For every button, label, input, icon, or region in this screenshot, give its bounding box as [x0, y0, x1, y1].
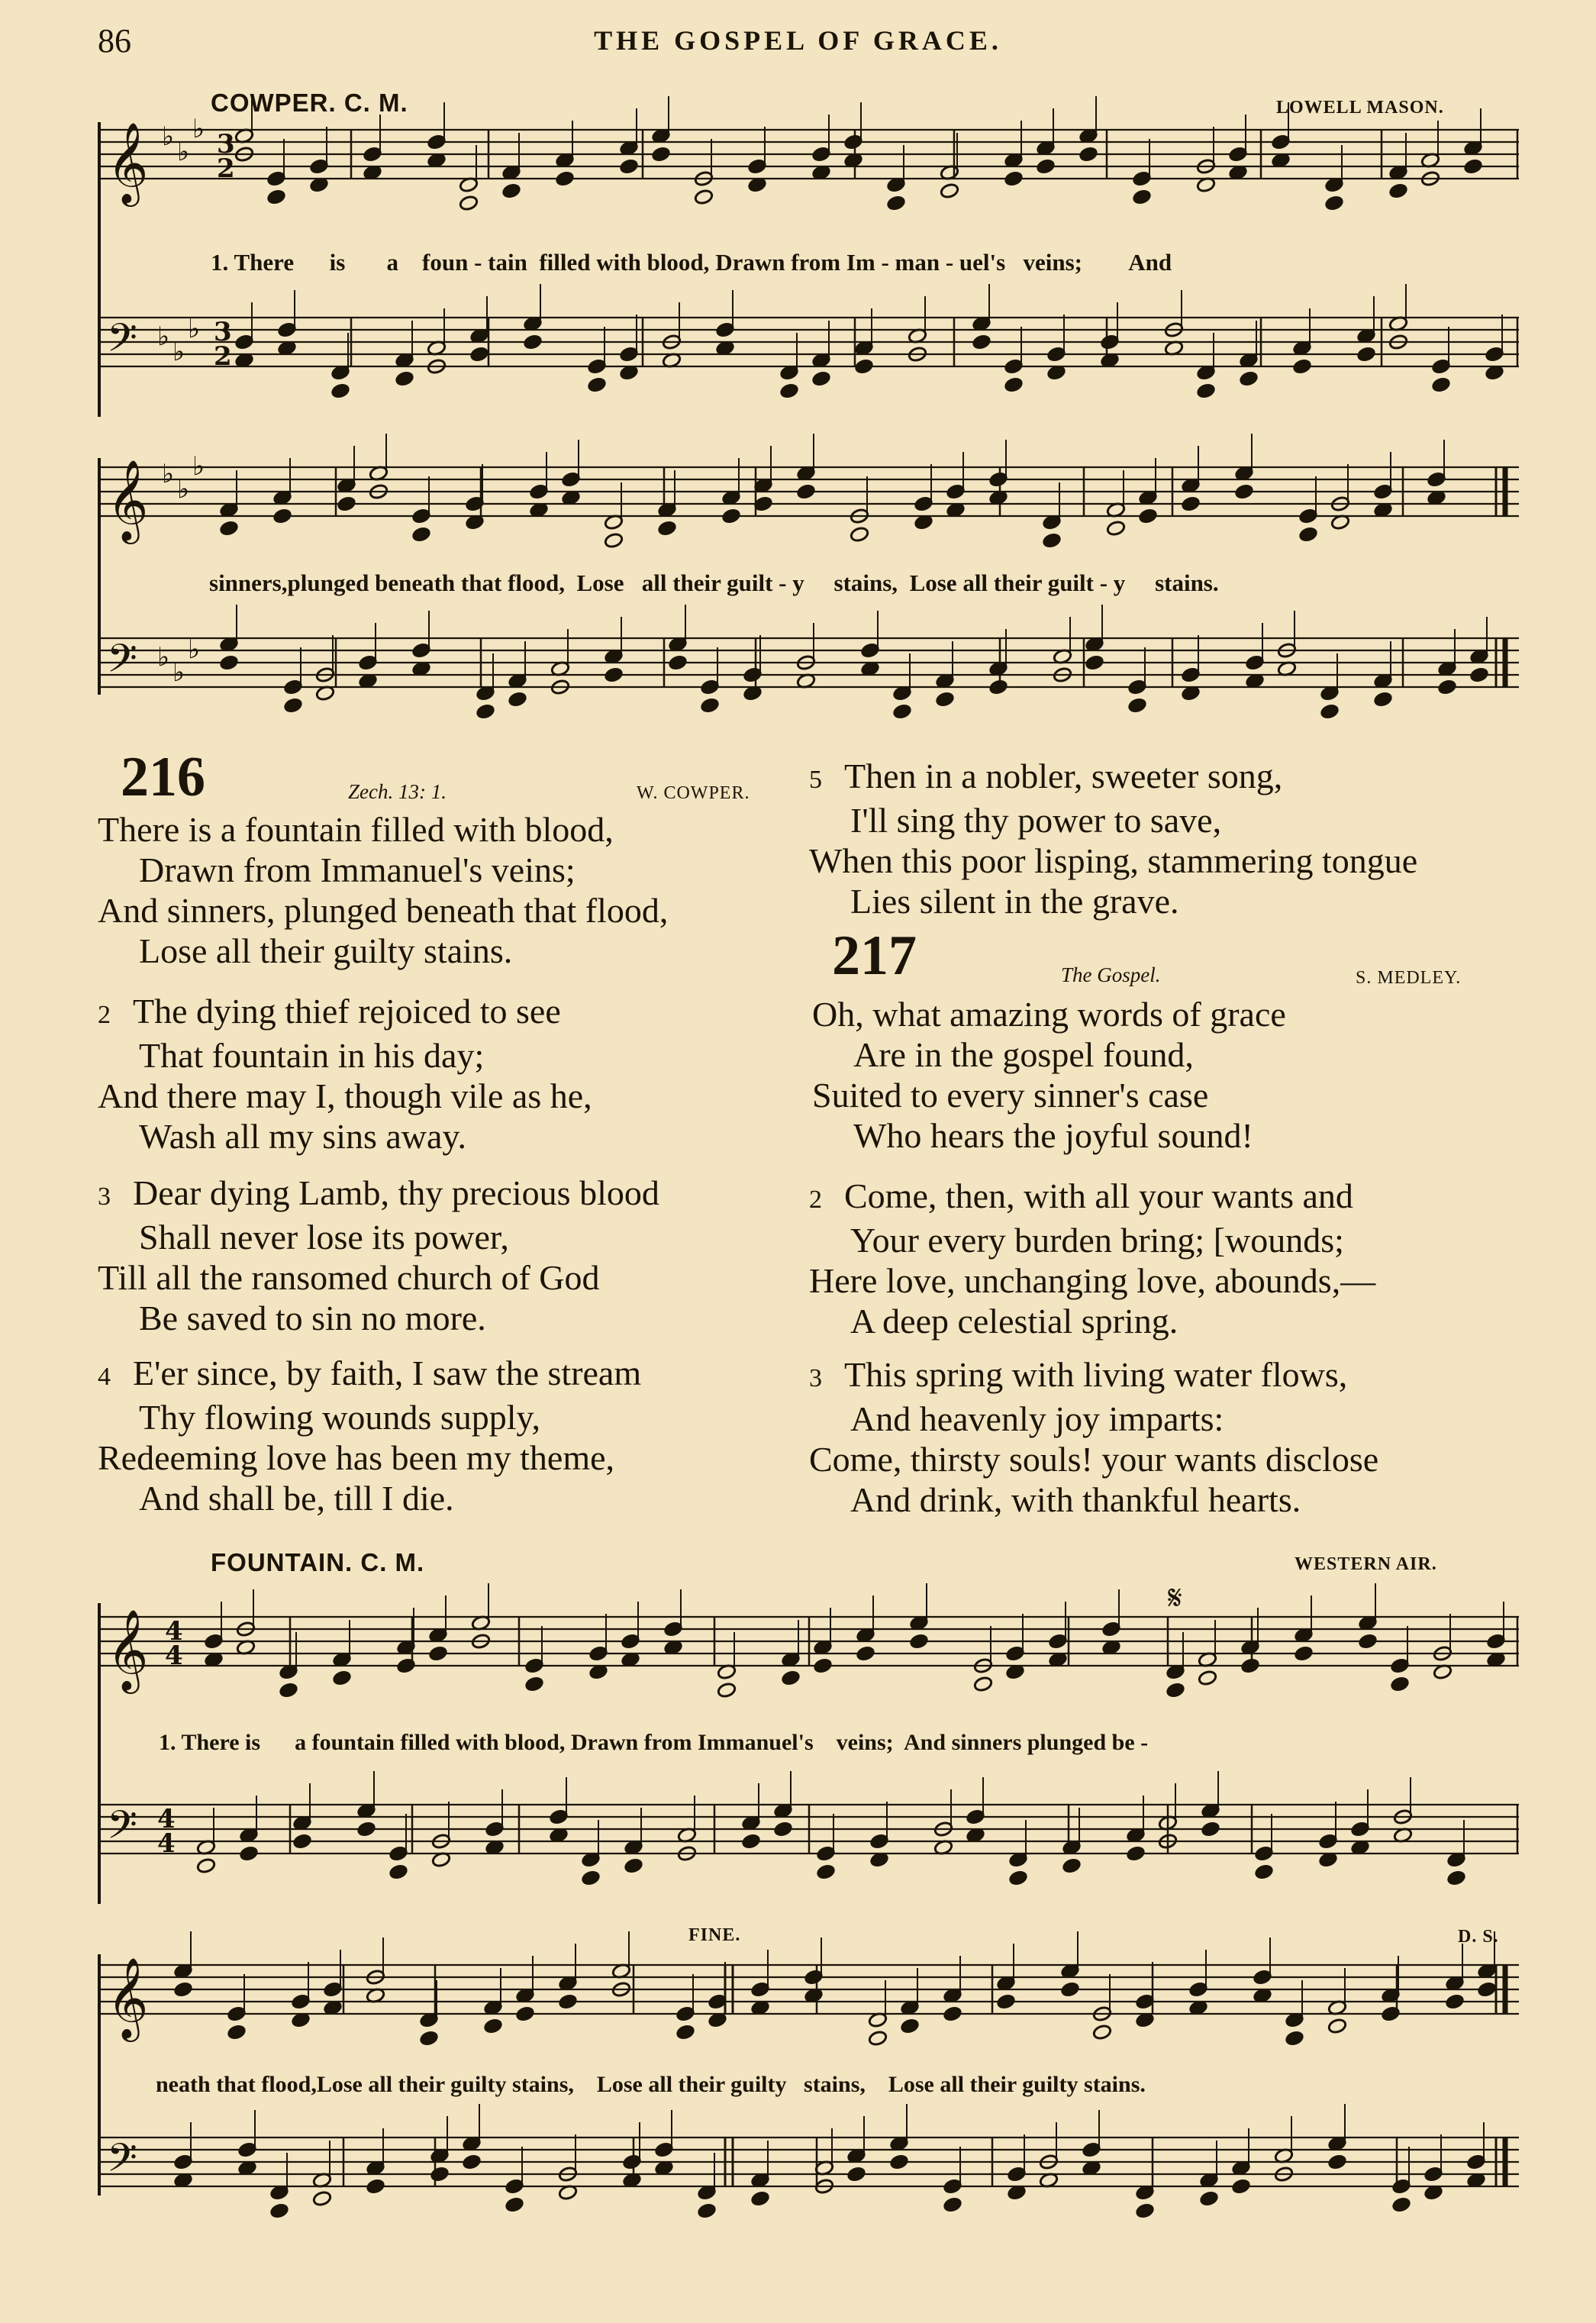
- note-head: [668, 654, 688, 671]
- note-head: [973, 1676, 993, 1692]
- note-head: [1327, 2018, 1347, 2034]
- treble-clef-icon: 𝄞: [107, 121, 149, 203]
- svg-text:4: 4: [157, 1804, 176, 1834]
- note-head: [269, 2202, 289, 2219]
- note-head: [555, 170, 575, 187]
- note-head: [909, 1633, 929, 1650]
- note-head: [1292, 358, 1312, 375]
- note-head: [1036, 158, 1056, 175]
- note-head: [1198, 1670, 1217, 1686]
- svg-text:♭: ♭: [172, 337, 185, 367]
- note-head: [1431, 376, 1451, 393]
- note-head: [227, 2024, 247, 2041]
- note-head: [940, 182, 959, 199]
- fine-marker: FINE.: [688, 1925, 741, 1945]
- svg-text:♭: ♭: [162, 459, 175, 489]
- note-head: [1298, 526, 1318, 543]
- svg-text:♭: ♭: [188, 314, 201, 344]
- note-head: [1106, 520, 1126, 537]
- svg-text:♭: ♭: [177, 137, 190, 167]
- note-head: [419, 2030, 439, 2047]
- running-title: THE GOSPEL OF GRACE.: [594, 25, 1002, 56]
- note-head: [651, 146, 671, 163]
- svg-text:♭: ♭: [177, 474, 190, 505]
- note-head: [483, 2018, 503, 2034]
- svg-text:♭: ♭: [192, 451, 205, 482]
- svg-text:4: 4: [165, 1616, 183, 1647]
- note-head: [1166, 1682, 1185, 1699]
- page-number: 86: [98, 22, 131, 60]
- note-head: [1324, 195, 1344, 211]
- svg-text:♭: ♭: [172, 657, 185, 688]
- note-head: [721, 508, 741, 524]
- note-head: [1327, 2154, 1347, 2170]
- note-head: [1181, 495, 1201, 512]
- hymn-216-stanza-4: 4 E'er since, by faith, I saw the stream Thy flowing wounds supply, Redeeming love has been my theme, And shall be, till I die.: [98, 1353, 642, 1518]
- note-head: [1239, 370, 1259, 387]
- note-head: [935, 691, 955, 708]
- bass-clef-icon: 𝄢: [107, 635, 137, 691]
- note-head: [889, 2154, 909, 2170]
- note-head: [523, 334, 543, 350]
- note-head: [312, 2190, 332, 2207]
- note-head: [1358, 1633, 1378, 1650]
- hymn-216-stanza-5: 5 Then in a nobler, sweeter song, I'll sing thy power to save, When this poor lisping, stammering tongue Lies silent in the grave.: [809, 757, 1418, 921]
- note-head: [1092, 2024, 1112, 2041]
- svg-text:4: 4: [165, 1641, 183, 1671]
- note-head: [811, 370, 831, 387]
- treble-clef-icon: 𝄞: [107, 459, 149, 540]
- svg-text:3: 3: [217, 129, 235, 160]
- svg-text:♭: ♭: [157, 642, 170, 673]
- note-head: [459, 195, 479, 211]
- tune2-name: FOUNTAIN. C. M.: [211, 1548, 425, 1576]
- note-head: [1004, 170, 1024, 187]
- note-head: [1008, 1870, 1028, 1886]
- note-head: [395, 370, 414, 387]
- note-head: [1079, 146, 1098, 163]
- note-head: [988, 679, 1008, 695]
- note-head: [1445, 1993, 1465, 2010]
- note-head: [1196, 382, 1216, 399]
- tune2-composer: WESTERN AIR.: [1295, 1554, 1437, 1574]
- svg-text:2: 2: [214, 341, 232, 372]
- hymn-216-stanza-3: 3 Dear dying Lamb, thy precious blood Shall never lose its power, Till all the ransomed church of God Be saved to sin no more.: [98, 1173, 659, 1337]
- segno-icon: 𝄋: [1168, 1579, 1182, 1618]
- note-head: [694, 189, 714, 205]
- hymn-217-reference: The Gospel.: [1061, 963, 1161, 986]
- svg-text:♭: ♭: [157, 321, 170, 352]
- note-head: [1199, 2190, 1219, 2207]
- note-head: [1240, 1657, 1260, 1674]
- note-head: [900, 2018, 920, 2034]
- tune1-lyrics-line2: sinners,plunged beneath that flood, Lose all their guilt - y stains, Lose all their guilt - y stains.: [209, 569, 1219, 596]
- note-head: [604, 532, 624, 549]
- svg-text:4: 4: [157, 1828, 176, 1859]
- note-head: [1132, 189, 1152, 205]
- hymn-217-author: S. MEDLEY.: [1356, 968, 1462, 988]
- note-head: [173, 1981, 193, 1998]
- note-head: [1085, 654, 1104, 671]
- note-head: [697, 2202, 717, 2219]
- note-head: [292, 1833, 312, 1850]
- note-head: [508, 691, 527, 708]
- note-head: [558, 1993, 578, 2010]
- note-head: [1126, 1845, 1146, 1862]
- note-head: [700, 697, 720, 714]
- note-head: [428, 1645, 448, 1662]
- tune1-name: COWPER. C. M.: [211, 89, 408, 117]
- note-head: [279, 1682, 298, 1699]
- note-head: [1390, 1676, 1410, 1692]
- note-head: [196, 1857, 216, 1874]
- note-head: [337, 495, 356, 512]
- hymn-217-number: 217: [832, 924, 917, 987]
- tune2-lyrics-line2: neath that flood,Lose all their guilty stains, Lose all their guilty stains, Lose all their guilty stains.: [156, 2072, 1146, 2097]
- note-head: [1060, 1981, 1080, 1998]
- note-head: [587, 376, 607, 393]
- note-head: [846, 2166, 866, 2183]
- note-head: [773, 1821, 793, 1837]
- note-head: [854, 358, 874, 375]
- tune1-composer: LOWELL MASON.: [1276, 98, 1444, 118]
- note-head: [604, 666, 624, 683]
- note-head: [1469, 666, 1489, 683]
- note-head: [1388, 182, 1408, 199]
- svg-text:♭: ♭: [162, 121, 175, 152]
- note-head: [943, 2005, 962, 2022]
- note-head: [366, 2178, 385, 2195]
- hymn-217-stanza-1: Oh, what amazing words of grace Are in the gospel found, Suited to every sinner's case Who hears the joyful sound!: [812, 995, 1286, 1155]
- note-head: [524, 1676, 544, 1692]
- note-head: [1135, 2202, 1155, 2219]
- note-head: [717, 1682, 737, 1699]
- note-head: [1320, 703, 1340, 720]
- note-head: [505, 2196, 524, 2213]
- note-head: [850, 526, 869, 543]
- note-head: [796, 483, 816, 500]
- note-head: [892, 703, 912, 720]
- note-head: [1356, 346, 1376, 363]
- hymn-216-number: 216: [121, 746, 205, 808]
- note-head: [1062, 1857, 1082, 1874]
- note-head: [856, 1645, 875, 1662]
- svg-text:2: 2: [217, 153, 235, 184]
- hymn-216-reference: Zech. 13: 1.: [348, 780, 447, 803]
- tune2-lyrics-line1: 1. There is a fountain filled with blood, Drawn from Immanuel's veins; And sinners plunged be -: [159, 1730, 1149, 1755]
- note-head: [1446, 1870, 1466, 1886]
- note-head: [750, 2190, 770, 2207]
- bass-clef-icon: 𝄢: [107, 1802, 137, 1857]
- bass-clef-icon: 𝄢: [107, 2134, 137, 2190]
- note-head: [389, 1863, 408, 1880]
- note-head: [943, 2196, 962, 2213]
- note-head: [1138, 508, 1158, 524]
- note-head: [972, 334, 991, 350]
- note-head: [1294, 1645, 1314, 1662]
- tune1-lyrics-line1: 1. There is a foun - tain filled with blood, Drawn from Im - man - uel's veins; And: [211, 249, 1172, 276]
- note-head: [330, 382, 350, 399]
- note-head: [501, 182, 521, 199]
- note-head: [1004, 376, 1024, 393]
- note-head: [1437, 679, 1457, 695]
- note-head: [1254, 1863, 1274, 1880]
- note-head: [1201, 1821, 1220, 1837]
- note-head: [868, 2030, 888, 2047]
- note-head: [476, 703, 495, 720]
- note-head: [1373, 691, 1393, 708]
- note-head: [239, 1845, 259, 1862]
- note-head: [813, 1657, 833, 1674]
- svg-text:3: 3: [214, 317, 232, 347]
- note-head: [356, 1821, 376, 1837]
- note-head: [741, 1833, 761, 1850]
- note-head: [266, 189, 286, 205]
- note-head: [619, 158, 639, 175]
- note-head: [1477, 1981, 1497, 1998]
- tune1-system2-bass-staff: [99, 638, 1519, 687]
- note-head: [332, 1670, 352, 1686]
- hymn-216-stanza-2: 2 The dying thief rejoiced to see That fountain in his day; And there may I, though vile as he, Wash all my sins away.: [98, 992, 592, 1156]
- note-head: [272, 508, 292, 524]
- tune2-system2-bass-staff: [99, 2137, 1519, 2186]
- note-head: [624, 1857, 643, 1874]
- note-head: [1042, 532, 1062, 549]
- note-head: [283, 697, 303, 714]
- note-head: [1285, 2030, 1304, 2047]
- note-head: [462, 2154, 482, 2170]
- ds-marker: D. S.: [1458, 1927, 1499, 1947]
- svg-text:♭: ♭: [188, 634, 201, 665]
- note-head: [1127, 697, 1147, 714]
- note-head: [1231, 2178, 1251, 2195]
- svg-text:♭: ♭: [192, 114, 205, 144]
- note-head: [219, 654, 239, 671]
- hymn-216-author: W. COWPER.: [637, 783, 750, 803]
- note-head: [1234, 483, 1254, 500]
- hymn-216-stanza-1: There is a fountain filled with blood, Drawn from Immanuel's veins; And sinners, plunged beneath that flood, Lose all their guilty stains.: [98, 810, 669, 970]
- note-head: [219, 520, 239, 537]
- note-head: [1463, 158, 1483, 175]
- note-head: [886, 195, 906, 211]
- hymn-217-stanza-3: 3 This spring with living water flows, And heavenly joy imparts: Come, thirsty souls! your wants disclose And drink, with thankful hearts.: [809, 1355, 1379, 1519]
- treble-clef-icon: 𝄞: [107, 1957, 149, 2038]
- note-head: [996, 1993, 1016, 2010]
- note-head: [675, 2024, 695, 2041]
- note-head: [581, 1870, 601, 1886]
- note-head: [411, 526, 431, 543]
- treble-clef-icon: 𝄞: [107, 1608, 149, 1690]
- note-head: [657, 520, 677, 537]
- note-head: [515, 2005, 535, 2022]
- note-head: [469, 346, 489, 363]
- note-head: [430, 2166, 450, 2183]
- note-head: [1391, 2196, 1411, 2213]
- note-head: [781, 1670, 801, 1686]
- bass-clef-icon: 𝄢: [107, 315, 137, 370]
- note-head: [779, 382, 799, 399]
- hymn-217-stanza-2: 2 Come, then, with all your wants and Your every burden bring; [wounds; Here love, unchanging love, abounds,— A deep celestial spring.: [809, 1176, 1376, 1341]
- note-head: [816, 1863, 836, 1880]
